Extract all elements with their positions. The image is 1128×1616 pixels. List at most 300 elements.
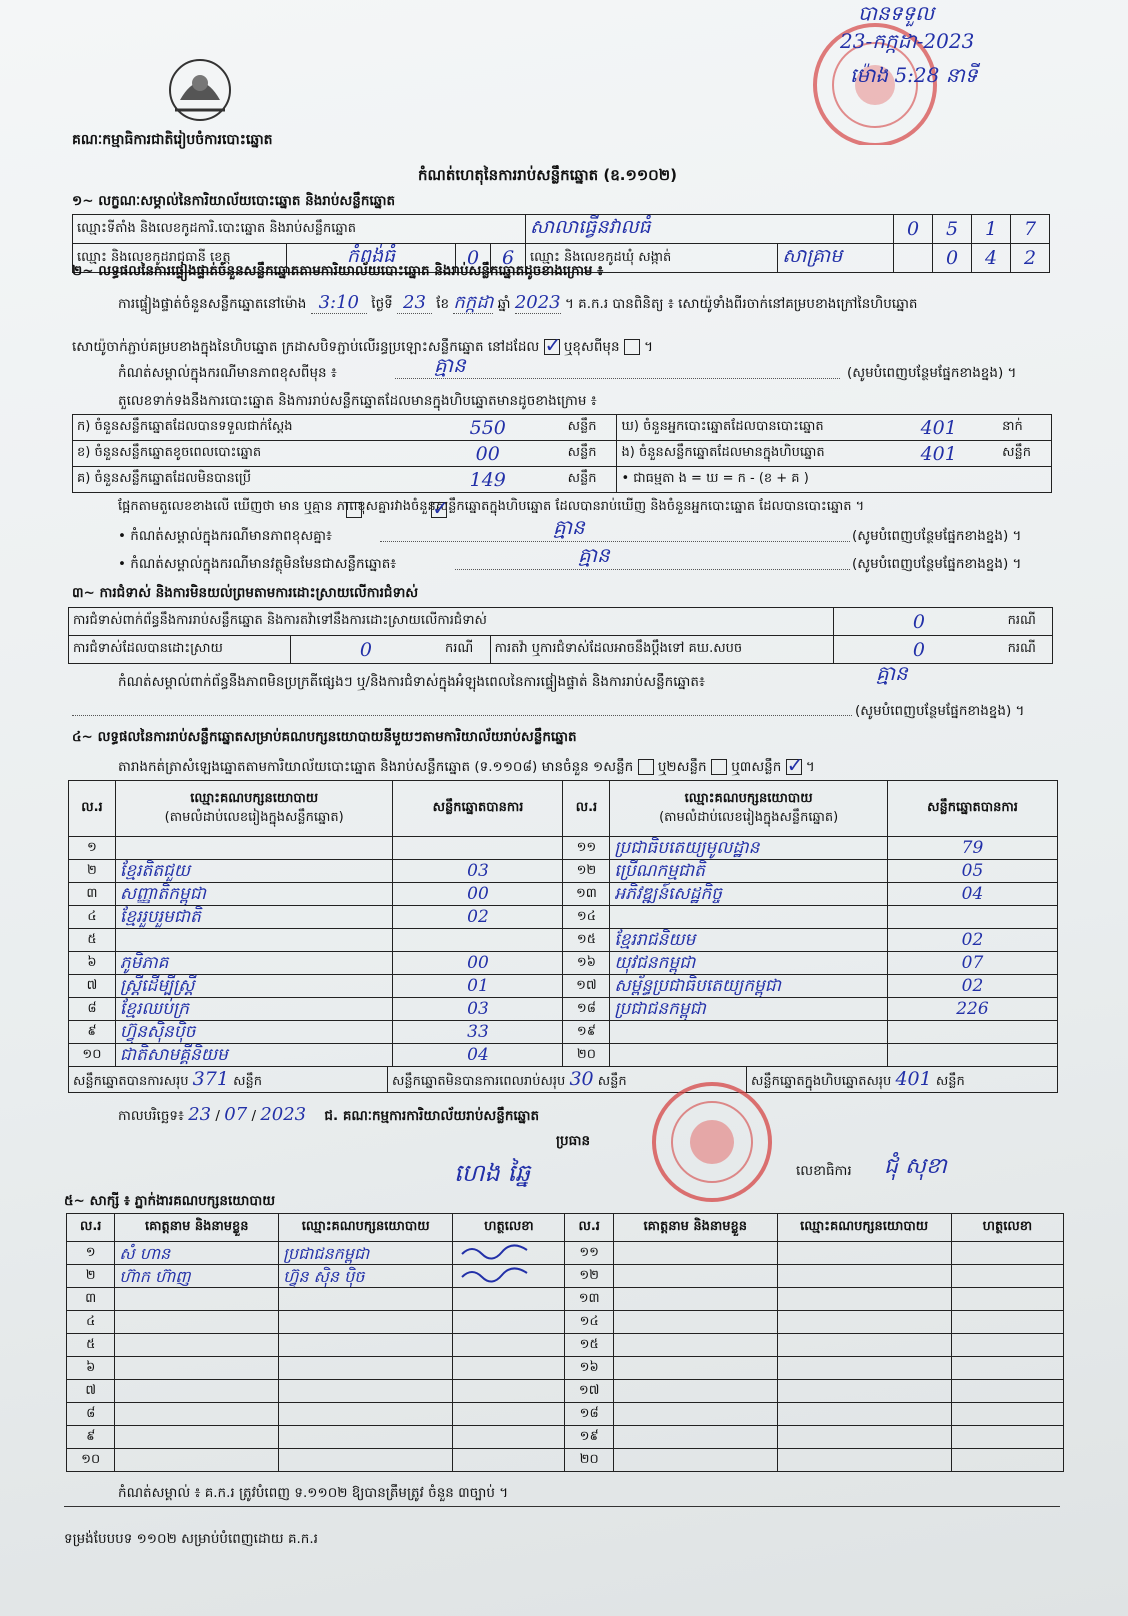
witness-party	[777, 1265, 951, 1288]
witness-table	[66, 1213, 1064, 1472]
secretary-label: លេខាធិការ	[796, 1163, 852, 1179]
witness-name	[613, 1242, 777, 1265]
station-code-3: 1	[972, 215, 1011, 244]
col-votes-left: សន្លឹកឆ្នោតបានការ	[393, 781, 563, 837]
has-difference-checkbox[interactable]	[346, 502, 362, 518]
party-name: ខ្មែរឈប់ក្រ	[115, 998, 393, 1021]
witness-no: ១៤	[565, 1311, 613, 1334]
witness-signature	[951, 1265, 1063, 1288]
party-row	[69, 1021, 1058, 1044]
col-party-right	[610, 781, 888, 837]
irregularity-line	[72, 715, 852, 716]
party-votes: 02	[887, 929, 1057, 952]
verify-time-label: ការផ្ទៀងផ្ទាត់ចំនួនសន្លឹកឆ្នោតនៅម៉ោង	[118, 296, 307, 312]
party-row	[69, 952, 1058, 975]
date-year: 2023	[260, 1104, 307, 1125]
station-code-4: 7	[1011, 215, 1050, 244]
form-title: កំណត់ហេតុនៃការរាប់សន្លឹកឆ្នោត (ឧ.១១០២)	[418, 166, 678, 184]
stamp-time: ម៉ោង 5:28 នាទី	[850, 63, 978, 87]
witness-no: ១៧	[565, 1380, 613, 1403]
party-no: ៥	[69, 929, 116, 952]
ballot-count-table	[72, 414, 1052, 493]
witness-row	[67, 1311, 1064, 1334]
party-name: អភិវឌ្ឍន៍សេដ្ឋកិច្ច	[610, 883, 888, 906]
party-name: ស្ត្រីដើម្បីស្ត្រី	[115, 975, 393, 998]
party-no: ១៤	[563, 906, 610, 929]
witness-name	[613, 1357, 777, 1380]
party-votes: 02	[887, 975, 1057, 998]
diff-value: គ្មាន	[553, 515, 585, 539]
total-box: 401	[895, 1067, 932, 1090]
party-no: ៧	[69, 975, 116, 998]
party-no: ១	[69, 837, 116, 860]
complaints-row1-value: 0	[834, 608, 1004, 636]
party-name	[610, 906, 888, 929]
nec-emblem-logo	[160, 55, 240, 125]
date-day: 23	[188, 1104, 212, 1125]
col-no-left: ល.រ	[69, 781, 116, 837]
chair-label: ប្រធាន	[556, 1133, 591, 1149]
changed-checkbox[interactable]	[624, 339, 640, 355]
station-value: សាលាធ្វើនវាលធំ	[526, 215, 894, 244]
col-party-right-sub: (តាមលំដាប់លេខរៀងក្នុងសន្លឹកឆ្នោត)	[659, 809, 839, 825]
party-no: ៤	[69, 906, 116, 929]
witness-row	[67, 1265, 1064, 1288]
no-difference-checkbox[interactable]	[431, 502, 447, 518]
witness-no: ១០	[67, 1449, 115, 1472]
party-votes: 226	[887, 998, 1057, 1021]
party-votes	[393, 837, 563, 860]
date-month: 07	[224, 1104, 248, 1125]
witness-party: ប្រជាជនកម្ពុជា	[279, 1242, 453, 1265]
party-no: ១២	[563, 860, 610, 883]
witness-signature	[951, 1311, 1063, 1334]
verify-month-label: ខែ	[436, 296, 450, 312]
party-no: ២	[69, 860, 116, 883]
party-votes: 02	[393, 906, 563, 929]
total-valid-unit: សន្លឹក	[233, 1073, 262, 1089]
verify-year-label: ឆ្នាំ	[497, 296, 511, 312]
total-valid-cell	[69, 1067, 388, 1093]
compare-line-text: ផ្អែកតាមតួលេខខាងលើ ឃើញថា មាន ឬគ្មាន ភាពខុសគ្នារវាងចំនួនសន្លឹកឆ្នោតក្នុងហិបឆ្នោត ដែលបានរាប់ឃើញ និងចំនួនអ្នកបោះឆ្នោត ដែលបានបោះឆ្នោត ។	[118, 499, 865, 514]
foreign-value: គ្មាន	[578, 543, 610, 567]
diff-hint: (សូមបំពេញបន្ថែមផ្នែកខាងខ្នង) ។	[852, 528, 1022, 544]
party-votes: 04	[393, 1044, 563, 1067]
complaints-row2-value: 0	[290, 636, 441, 664]
three-sheet-checkbox[interactable]	[786, 759, 802, 775]
party-row	[69, 1044, 1058, 1067]
row-kho-value: 401	[879, 415, 998, 441]
form-id: ទម្រង់បែបបទ ១១០២ សម្រាប់បំពេញដោយ គ.ក.រ	[64, 1531, 318, 1547]
witness-no: ៩	[67, 1426, 115, 1449]
commune-code-3: 2	[1011, 244, 1050, 273]
witness-name	[613, 1265, 777, 1288]
row-ka-label: ក) ចំនួនសន្លឹកឆ្នោតដែលបានទទួលជាក់ស្តែង	[73, 415, 412, 441]
complaints-row2-label: ការជំទាស់ដែលបានដោះស្រាយ	[69, 636, 291, 664]
total-valid-label: សន្លឹកឆ្នោតបានការសរុប	[73, 1073, 189, 1089]
witness-signature	[453, 1357, 565, 1380]
verify-day: 23	[397, 292, 432, 314]
diff-line	[380, 541, 850, 542]
witness-no: ១	[67, 1242, 115, 1265]
unchanged-checkbox[interactable]	[544, 339, 560, 355]
party-name: យុវជនកម្ពុជា	[610, 952, 888, 975]
w-col-party-left: ឈ្មោះគណបក្សនយោបាយ	[279, 1214, 453, 1242]
province-code-2: 6	[491, 244, 526, 273]
witness-no: ១៨	[565, 1403, 613, 1426]
change-note-label: កំណត់សម្គាល់ក្នុងករណីមានភាពខុសពីមុន ៖	[118, 365, 337, 381]
party-name: ប្រជាជនកម្ពុជា	[610, 998, 888, 1021]
verify-month: កក្កដា	[453, 292, 494, 313]
witness-party	[279, 1357, 453, 1380]
col-no-right: ល.រ	[563, 781, 610, 837]
formula-note: • ជាធម្មតា ង = ឃ = ក - (ខ + គ )	[617, 467, 1052, 493]
w-col-no-left: ល.រ	[67, 1214, 115, 1242]
witness-name	[115, 1426, 279, 1449]
footer-divider	[64, 1506, 1060, 1507]
section1-title: ១~ លក្ខណៈសម្គាល់នៃការិយាល័យបោះឆ្នោត និងរាប់សន្លឹកឆ្នោត	[72, 193, 396, 209]
witness-name: សំ ហាន	[115, 1242, 279, 1265]
witness-name	[115, 1357, 279, 1380]
witness-name	[613, 1288, 777, 1311]
witness-no: ១៩	[565, 1426, 613, 1449]
footer-note: កំណត់សម្គាល់ ៖ គ.ក.រ ត្រូវបំពេញ ទ.១១០២ ឱ្យបានត្រឹមត្រូវ ចំនួន ៣ច្បាប់ ។	[118, 1485, 509, 1501]
party-no: ២០	[563, 1044, 610, 1067]
party-name: ប្រើណកម្មជាតិ	[610, 860, 888, 883]
party-votes: 79	[887, 837, 1057, 860]
witness-party	[777, 1403, 951, 1426]
witness-row	[67, 1242, 1064, 1265]
province-value: កំពង់ធំ	[287, 244, 456, 273]
witness-signature	[453, 1265, 565, 1288]
party-votes	[887, 1044, 1057, 1067]
witness-name	[613, 1426, 777, 1449]
party-votes: 03	[393, 860, 563, 883]
row-ngo-unit: សន្លឹក	[998, 441, 1051, 467]
complaints-table	[68, 607, 1053, 664]
witness-name	[115, 1380, 279, 1403]
total-box-cell	[747, 1067, 1058, 1093]
witness-party	[777, 1242, 951, 1265]
witness-no: ៣	[67, 1288, 115, 1311]
witness-party	[279, 1403, 453, 1426]
w-col-no-right: ល.រ	[565, 1214, 613, 1242]
one-sheet-checkbox[interactable]	[638, 759, 654, 775]
two-sheet-label: ឬ២សន្លឹក	[657, 759, 707, 775]
party-row	[69, 860, 1058, 883]
signature-scribble	[457, 1265, 537, 1283]
commune-code-2: 4	[972, 244, 1011, 273]
party-row	[69, 998, 1058, 1021]
total-box-label: សន្លឹកឆ្នោតក្នុងហិបឆ្នោតសរុប	[751, 1073, 892, 1089]
witness-row	[67, 1380, 1064, 1403]
party-name: សម្ព័ន្ធប្រជាធិបតេយ្យកម្ពុជា	[610, 975, 888, 998]
stamp-label: បានទទួល	[858, 1, 935, 25]
witness-no: ៤	[67, 1311, 115, 1334]
row-ka-unit: សន្លឹក	[564, 415, 617, 441]
party-votes	[393, 929, 563, 952]
tally-intro: តារាងកត់ត្រាសំឡេងឆ្នោតតាមការិយាល័យបោះឆ្នោត និងរាប់សន្លឹកឆ្នោត (ទ.១១០៨) មានចំនួន ១សន្លឹក	[118, 759, 634, 775]
party-votes: 01	[393, 975, 563, 998]
witness-row	[67, 1403, 1064, 1426]
row-ngo-value: 401	[879, 441, 998, 467]
row-ka-value: 550	[412, 415, 564, 441]
witness-signature	[453, 1334, 565, 1357]
witness-no: ៧	[67, 1380, 115, 1403]
row-ko-value: 149	[412, 467, 564, 493]
witness-party	[279, 1449, 453, 1472]
party-votes	[887, 1021, 1057, 1044]
witness-signature	[453, 1311, 565, 1334]
witness-party	[777, 1311, 951, 1334]
party-row	[69, 975, 1058, 998]
col-party-left	[115, 781, 393, 837]
seal-line-text: សោយ៉ូចាក់ភ្ជាប់គម្របខាងក្នុងនៃហិបឆ្នោត ក្រដាសបិទភ្ជាប់លើរន្ធប្រឡោះសន្លឹកឆ្នោត នៅដដែល	[72, 339, 540, 355]
compare-line	[118, 498, 864, 517]
seal-line: សោយ៉ូចាក់ភ្ជាប់គម្របខាងក្នុងនៃហិបឆ្នោត ក្រដាសបិទភ្ជាប់លើរន្ធប្រឡោះសន្លឹកឆ្នោត នៅដដែល ✓ ឬខុសពីមុន ។	[72, 338, 653, 358]
chair-signature: ហេង ឆ្នៃ	[454, 1159, 531, 1187]
witness-name: ហ៊ាក ហ៊ាញ	[115, 1265, 279, 1288]
party-name	[610, 1044, 888, 1067]
witness-party	[777, 1426, 951, 1449]
party-votes: 33	[393, 1021, 563, 1044]
row-kha-label: ខ) ចំនួនសន្លឹកឆ្នោតខូចពេលបោះឆ្នោត	[73, 441, 412, 467]
w-col-name-right: គោត្តនាម និងនាមខ្លួន	[613, 1214, 777, 1242]
section3-title: ៣~ ការជំទាស់ និងការមិនយល់ព្រមតាមការដោះស្រាយលើការជំទាស់	[72, 585, 419, 601]
committee-stamp	[640, 1080, 790, 1210]
row-kho-unit: នាក់	[998, 415, 1051, 441]
commune-value: សាគ្រាម	[778, 244, 894, 273]
two-sheet-checkbox[interactable]	[711, 759, 727, 775]
party-no: ១៥	[563, 929, 610, 952]
witness-signature	[453, 1426, 565, 1449]
party-row	[69, 837, 1058, 860]
party-no: ៣	[69, 883, 116, 906]
table-intro: តួលេខទាក់ទងនឹងការបោះឆ្នោត និងការរាប់សន្លឹកឆ្នោតដែលមានក្នុងហិបឆ្នោតមានដូចខាងក្រោម ៖	[118, 393, 597, 409]
witness-signature	[453, 1288, 565, 1311]
witness-no: ១៥	[565, 1334, 613, 1357]
party-name	[115, 929, 393, 952]
witness-party: ហ៊្វុន ស៊ិន ប៉ិច	[279, 1265, 453, 1288]
party-name: ប្រជាធិបតេយ្យមូលដ្ឋាន	[610, 837, 888, 860]
witness-row	[67, 1334, 1064, 1357]
party-name: ខ្មែររាជនិយម	[610, 929, 888, 952]
irregularity-hint: (សូមបំពេញបន្ថែមផ្នែកខាងខ្នង) ។	[855, 703, 1025, 719]
change-note-value: គ្មាន	[434, 353, 466, 377]
verify-time: 3:10	[311, 292, 367, 314]
witness-signature	[951, 1334, 1063, 1357]
complaints-row1-unit: ករណី	[1004, 608, 1053, 636]
row-ko-unit: សន្លឹក	[564, 467, 617, 493]
party-name: ភូមិភាគ	[115, 952, 393, 975]
party-votes: 00	[393, 952, 563, 975]
foreign-label: • កំណត់សម្គាល់ក្នុងករណីមានវត្ថុមិនមែនជាសន្លឹកឆ្នោត៖	[118, 556, 397, 572]
party-no: ១៩	[563, 1021, 610, 1044]
committee-title: ជ. គណៈកម្មការការិយាល័យរាប់សន្លឹកឆ្នោត	[324, 1108, 540, 1124]
witness-name	[613, 1334, 777, 1357]
witness-no: ៥	[67, 1334, 115, 1357]
witness-row	[67, 1426, 1064, 1449]
party-name	[115, 837, 393, 860]
station-label: ឈ្មោះទីតាំង និងលេខកូដការិ.បោះឆ្នោត និងរាប់សន្លឹកឆ្នោត	[73, 215, 526, 244]
witness-no: ២	[67, 1265, 115, 1288]
tally-sheet-line: តារាងកត់ត្រាសំឡេងឆ្នោតតាមការិយាល័យបោះឆ្នោត និងរាប់សន្លឹកឆ្នោត (ទ.១១០៨) មានចំនួន ១សន្លឹក ឬ២សន្លឹក ឬ៣សន្លឹក ✓ ។	[118, 758, 815, 778]
witness-party	[279, 1426, 453, 1449]
witness-row	[67, 1288, 1064, 1311]
witness-party	[279, 1288, 453, 1311]
col-votes-right: សន្លឹកឆ្នោតបានការ	[887, 781, 1057, 837]
witness-name	[115, 1449, 279, 1472]
party-name: សញ្ញាតិកម្ពុជា	[115, 883, 393, 906]
row-kha-unit: សន្លឹក	[564, 441, 617, 467]
org-name: គណៈកម្មាធិការជាតិរៀបចំការបោះឆ្នោត	[72, 132, 273, 148]
party-row	[69, 906, 1058, 929]
party-results-table	[68, 780, 1058, 1067]
stamp-date: 23-កក្កដា-2023	[840, 29, 975, 53]
party-votes: 05	[887, 860, 1057, 883]
party-no: ១១	[563, 837, 610, 860]
total-invalid: 30	[569, 1067, 594, 1090]
witness-signature	[951, 1357, 1063, 1380]
three-sheet-label: ឬ៣សន្លឹក	[731, 759, 782, 775]
row-ngo-label: ង) ចំនួនសន្លឹកឆ្នោតដែលមានក្នុងហិបឆ្នោត	[617, 441, 879, 467]
party-votes: 00	[393, 883, 563, 906]
witness-party	[777, 1380, 951, 1403]
section5-title: ៥~ សាក្សី ៖ ភ្នាក់ងារគណបក្សនយោបាយ	[64, 1193, 276, 1209]
party-no: ៦	[69, 952, 116, 975]
party-name	[610, 1021, 888, 1044]
changed-label: ឬខុសពីមុន	[563, 339, 620, 355]
party-name: ខ្មែររួបរួមជាតិ	[115, 906, 393, 929]
party-no: ៨	[69, 998, 116, 1021]
change-note-hint: (សូមបំពេញបន្ថែមផ្នែកខាងខ្នង) ។	[847, 365, 1017, 381]
witness-signature	[951, 1288, 1063, 1311]
irregularity-note-value: គ្មាន	[876, 661, 908, 685]
row-kha-value: 00	[412, 441, 564, 467]
station-code-1: 0	[894, 215, 933, 244]
complaints-row2-unit: ករណី	[441, 636, 490, 664]
witness-signature	[453, 1403, 565, 1426]
commune-code-1: 0	[933, 244, 972, 273]
party-row	[69, 929, 1058, 952]
witness-party	[279, 1311, 453, 1334]
witness-name	[613, 1403, 777, 1426]
witness-party	[777, 1357, 951, 1380]
witness-signature	[951, 1426, 1063, 1449]
witness-name	[613, 1449, 777, 1472]
verification-line	[118, 290, 918, 317]
party-no: ១៦	[563, 952, 610, 975]
witness-row	[67, 1449, 1064, 1472]
complaints-row2b-value: 0	[834, 636, 1004, 664]
w-col-party-right: ឈ្មោះគណបក្សនយោបាយ	[777, 1214, 951, 1242]
witness-signature	[951, 1380, 1063, 1403]
province-code-1: 0	[456, 244, 491, 273]
witness-row	[67, 1357, 1064, 1380]
witness-signature	[951, 1449, 1063, 1472]
col-party-left-sub: (តាមលំដាប់លេខរៀងក្នុងសន្លឹកឆ្នោត)	[164, 809, 344, 825]
verify-line-rest: ។ គ.ក.រ បានពិនិត្យ ៖ សោយ៉ូទាំងពីរចាក់នៅគម្របខាងក្រៅនៃហិបឆ្នោត	[564, 296, 918, 312]
col-party-right-title: ឈ្មោះគណបក្សនយោបាយ	[684, 790, 813, 806]
witness-name	[115, 1288, 279, 1311]
witness-name	[613, 1311, 777, 1334]
witness-party	[279, 1334, 453, 1357]
witness-name	[115, 1334, 279, 1357]
party-votes: 07	[887, 952, 1057, 975]
col-party-left-title: ឈ្មោះគណបក្សនយោបាយ	[190, 790, 319, 806]
w-col-sig-left: ហត្ថលេខា	[453, 1214, 565, 1242]
witness-name	[115, 1311, 279, 1334]
witness-no: ១៦	[565, 1357, 613, 1380]
witness-no: ១២	[565, 1265, 613, 1288]
row-kho-label: ឃ) ចំនួនអ្នកបោះឆ្នោតដែលបានបោះឆ្នោត	[617, 415, 879, 441]
date-label: កាលបរិច្ឆេទ៖	[118, 1108, 184, 1124]
total-invalid-unit: សន្លឹក	[597, 1073, 627, 1089]
party-votes: 04	[887, 883, 1057, 906]
witness-party	[777, 1288, 951, 1311]
witness-signature	[453, 1242, 565, 1265]
party-name: ខ្មែរតិតជួយ	[115, 860, 393, 883]
province-label: ឈ្មោះ និងលេខកូដរាជធានី ខេត្ត	[73, 244, 287, 273]
witness-signature	[453, 1380, 565, 1403]
witness-no: ៨	[67, 1403, 115, 1426]
foreign-hint: (សូមបំពេញបន្ថែមផ្នែកខាងខ្នង) ។	[852, 556, 1022, 572]
total-box-unit: សន្លឹក	[935, 1073, 965, 1089]
party-no: ៩	[69, 1021, 116, 1044]
party-no: ១៣	[563, 883, 610, 906]
complaints-row2b-label: ការតវ៉ា ឬការជំទាស់ដែលអាចនឹងប្តឹងទៅ គឃ.សបច	[490, 636, 834, 664]
witness-no: ១៣	[565, 1288, 613, 1311]
date-line: កាលបរិច្ឆេទ៖ 23 / 07 / 2023 ជ. គណៈកម្មការការិយាល័យរាប់សន្លឹកឆ្នោត	[118, 1104, 540, 1125]
party-no: ១៨	[563, 998, 610, 1021]
secretary-signature: ជុំ សុខា	[884, 1154, 947, 1179]
verify-day-label: ថ្ងៃទី	[371, 296, 393, 312]
section2-title: ២~ លទ្ធផលនៃការផ្ទៀងផ្ទាត់ចំនួនសន្លឹកឆ្នោតតាមការិយាល័យបោះឆ្នោត និងរាប់សន្លឹកឆ្នោតដូចខាងក្រោម ៖	[72, 263, 604, 279]
total-invalid-label: សន្លឹកឆ្នោតមិនបានការពេលរាប់សរុប	[392, 1073, 566, 1089]
party-row	[69, 883, 1058, 906]
section4-title: ៤~ លទ្ធផលនៃការរាប់សន្លឹកឆ្នោតសម្រាប់គណបក្សនយោបាយនីមួយៗតាមការិយាល័យរាប់សន្លឹកឆ្នោត	[72, 729, 577, 745]
witness-signature	[951, 1242, 1063, 1265]
witness-name	[115, 1403, 279, 1426]
witness-signature	[951, 1403, 1063, 1426]
witness-no: ១១	[565, 1242, 613, 1265]
totals-table	[68, 1066, 1058, 1093]
witness-party	[777, 1449, 951, 1472]
party-no: ១៧	[563, 975, 610, 998]
party-name: ហ៊្វុនស៊ិនប៉ិច	[115, 1021, 393, 1044]
w-col-sig-right: ហត្ថលេខា	[951, 1214, 1063, 1242]
signature-scribble	[457, 1242, 537, 1260]
complaints-row1-label: ការជំទាស់ពាក់ព័ន្ធនឹងការរាប់សន្លឹកឆ្នោត និងការតវ៉ាទៅនឹងការដោះស្រាយលើការជំទាស់	[69, 608, 834, 636]
total-valid: 371	[192, 1067, 229, 1090]
complaints-row2b-unit: ករណី	[1004, 636, 1053, 664]
w-col-name-left: គោត្តនាម និងនាមខ្លួន	[115, 1214, 279, 1242]
witness-no: ២០	[565, 1449, 613, 1472]
station-code-2: 5	[933, 215, 972, 244]
witness-no: ៦	[67, 1357, 115, 1380]
verify-year: 2023	[514, 292, 561, 313]
foreign-line	[455, 569, 850, 570]
party-name: ជាតិសាមគ្គីនិយម	[115, 1044, 393, 1067]
diff-label: • កំណត់សម្គាល់ក្នុងករណីមានភាពខុសគ្នា៖	[118, 528, 332, 544]
witness-party	[279, 1380, 453, 1403]
irregularity-note-label: កំណត់សម្គាល់ពាក់ព័ន្ធនឹងភាពមិនប្រក្រតីផ្សេងៗ ឬ/និងការជំទាស់ក្នុងអំឡុងពេលនៃការផ្ទៀងផ្ទាត់ និងការរាប់សន្លឹកឆ្នោត៖	[118, 674, 705, 690]
party-votes	[887, 906, 1057, 929]
party-no: ១០	[69, 1044, 116, 1067]
witness-party	[777, 1334, 951, 1357]
commune-label: ឈ្មោះ និងលេខកូដឃុំ សង្កាត់	[526, 244, 778, 273]
witness-signature	[453, 1449, 565, 1472]
